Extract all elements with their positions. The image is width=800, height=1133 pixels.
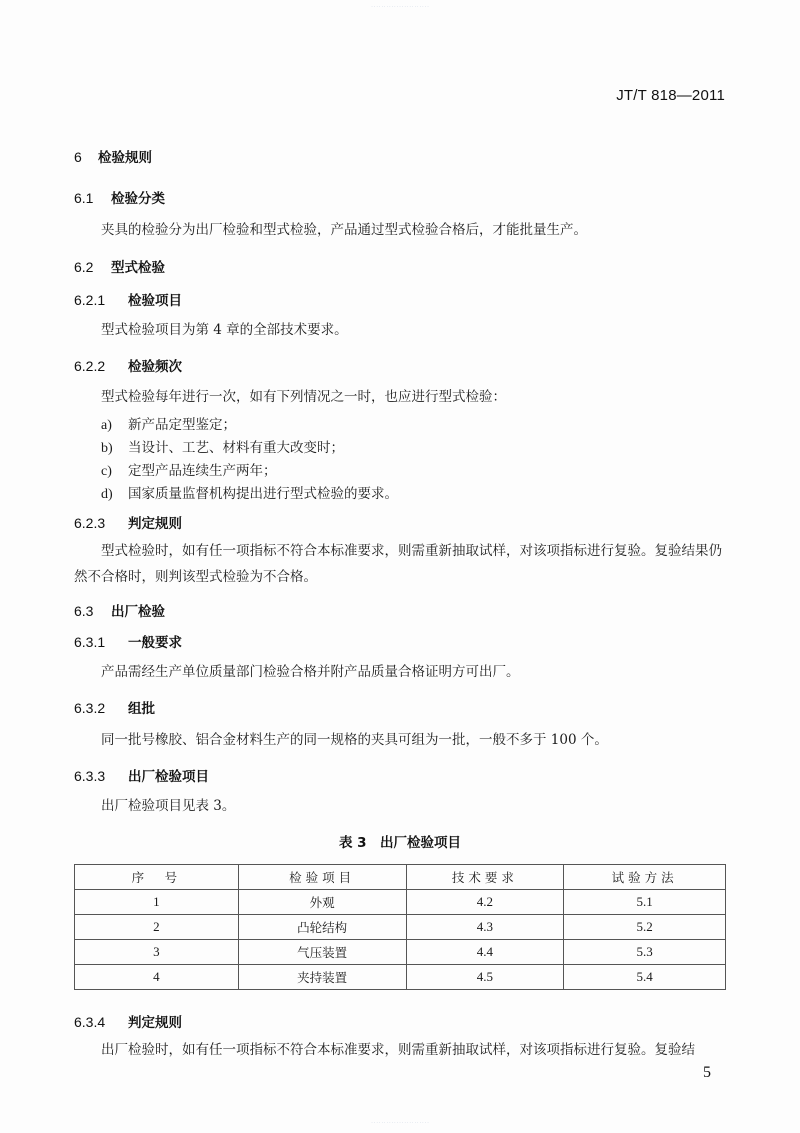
table-cell: 5.2 (564, 915, 726, 940)
list-item (101, 459, 277, 480)
heading-6-1 (74, 187, 165, 207)
table-cell: 夹持装置 (238, 965, 406, 990)
paragraph-6-3-1: 产品需经生产单位质量部门检验合格并附产品质量合格证明方可出厂。 (101, 664, 520, 680)
table-cell: 5.1 (564, 890, 726, 915)
heading-6-2 (74, 256, 165, 276)
heading-number: 6.3.2 (74, 700, 106, 716)
paragraph-6-1: 夹具的检验分为出厂检验和型式检验，产品通过型式检验合格后，才能批量生产。 (101, 222, 587, 238)
heading-title: 出厂检验项目 (128, 769, 209, 785)
heading-6-2-1 (74, 289, 182, 309)
heading-title: 判定规则 (128, 1015, 182, 1031)
table-cell: 4.2 (406, 890, 564, 915)
list-marker: d) (101, 487, 113, 502)
heading-number: 6.2.1 (74, 292, 106, 308)
heading-number: 6.3.3 (74, 768, 106, 784)
heading-title: 一般要求 (128, 635, 182, 651)
heading-number: 6.3.1 (74, 634, 106, 650)
heading-6-3-2 (74, 697, 155, 717)
table-cell: 5.3 (564, 940, 726, 965)
table-cell: 5.4 (564, 965, 726, 990)
list-item (101, 413, 236, 434)
table-cell: 外观 (238, 890, 406, 915)
inspection-table (74, 864, 726, 990)
paragraph-6-3-2: 同一批号橡胶、铝合金材料生产的同一规格的夹具可组为一批，一般不多于 100 个。 (101, 732, 608, 748)
heading-title: 检验项目 (128, 293, 182, 309)
list-item (101, 482, 398, 503)
heading-title: 检验规则 (98, 150, 152, 166)
list-marker: c) (101, 464, 112, 479)
heading-6-3-3 (74, 765, 209, 785)
heading-number: 6 (74, 149, 82, 165)
table-cell: 3 (75, 940, 239, 965)
heading-number: 6.3.4 (74, 1014, 106, 1030)
table-cell: 4.4 (406, 940, 564, 965)
table-cell: 1 (75, 890, 239, 915)
watermark-bottom: · · · · · · · · · · · · · · · · · · · · · · · (371, 1120, 429, 1125)
heading-6-2-2 (74, 355, 182, 375)
heading-6-3-4 (74, 1011, 182, 1031)
list-text: 定型产品连续生产两年； (128, 463, 277, 479)
table-row (75, 915, 726, 940)
heading-title: 检验频次 (128, 359, 182, 375)
heading-6-3 (74, 600, 165, 620)
paragraph-6-2-3: 型式检验时，如有任一项指标不符合本标准要求，则需重新抽取试样，对该项指标进行复验。复验结果仍然不合格时，则判该型式检验为不合格。 (74, 543, 722, 585)
table-caption: 表 3 出厂检验项目 (338, 835, 462, 851)
page-number: 5 (703, 1064, 711, 1081)
table-cell: 4.5 (406, 965, 564, 990)
table-cell: 4.3 (406, 915, 564, 940)
column-header: 技术要求 (406, 865, 564, 890)
table-cell: 4 (75, 965, 239, 990)
heading-title: 型式检验 (111, 260, 165, 276)
heading-title: 判定规则 (128, 516, 182, 532)
heading-title: 检验分类 (111, 191, 165, 207)
heading-6-3-1 (74, 631, 182, 651)
table-row (75, 890, 726, 915)
table-row (75, 965, 726, 990)
paragraph-6-3-3: 出厂检验项目见表 3。 (101, 798, 236, 814)
list-text: 国家质量监督机构提出进行型式检验的要求。 (128, 486, 398, 502)
list-marker: b) (101, 441, 113, 456)
column-header: 试验方法 (564, 865, 726, 890)
heading-6-2-3 (74, 512, 182, 532)
paragraph-6-2-2: 型式检验每年进行一次，如有下列情况之一时，也应进行型式检验： (101, 389, 506, 405)
column-header: 序 号 (75, 865, 239, 890)
table-cell: 2 (75, 915, 239, 940)
column-header: 检验项目 (238, 865, 406, 890)
paragraph-6-2-1: 型式检验项目为第 4 章的全部技术要求。 (101, 322, 348, 338)
heading-number: 6.2 (74, 259, 94, 275)
watermark-top: · · · · · · · · · · · · · · · · · · · · · · · (371, 4, 429, 9)
heading-title: 出厂检验 (111, 604, 165, 620)
list-text: 新产品定型鉴定； (128, 417, 236, 433)
table-header-row (75, 865, 726, 890)
list-text: 当设计、工艺、材料有重大改变时； (128, 440, 344, 456)
paragraph-6-3-4: 出厂检验时，如有任一项指标不符合本标准要求，则需重新抽取试样，对该项指标进行复验。复验结 (101, 1042, 695, 1058)
heading-number: 6.3 (74, 603, 94, 619)
list-item (101, 436, 344, 457)
table-cell: 凸轮结构 (238, 915, 406, 940)
standard-code: JT/T 818—2011 (616, 87, 725, 104)
table-cell: 气压装置 (238, 940, 406, 965)
table-row (75, 940, 726, 965)
list-marker: a) (101, 418, 112, 433)
heading-number: 6.2.2 (74, 358, 106, 374)
heading-number: 6.2.3 (74, 515, 106, 531)
heading-number: 6.1 (74, 190, 94, 206)
heading-title: 组批 (128, 701, 155, 717)
heading-6 (74, 146, 152, 166)
